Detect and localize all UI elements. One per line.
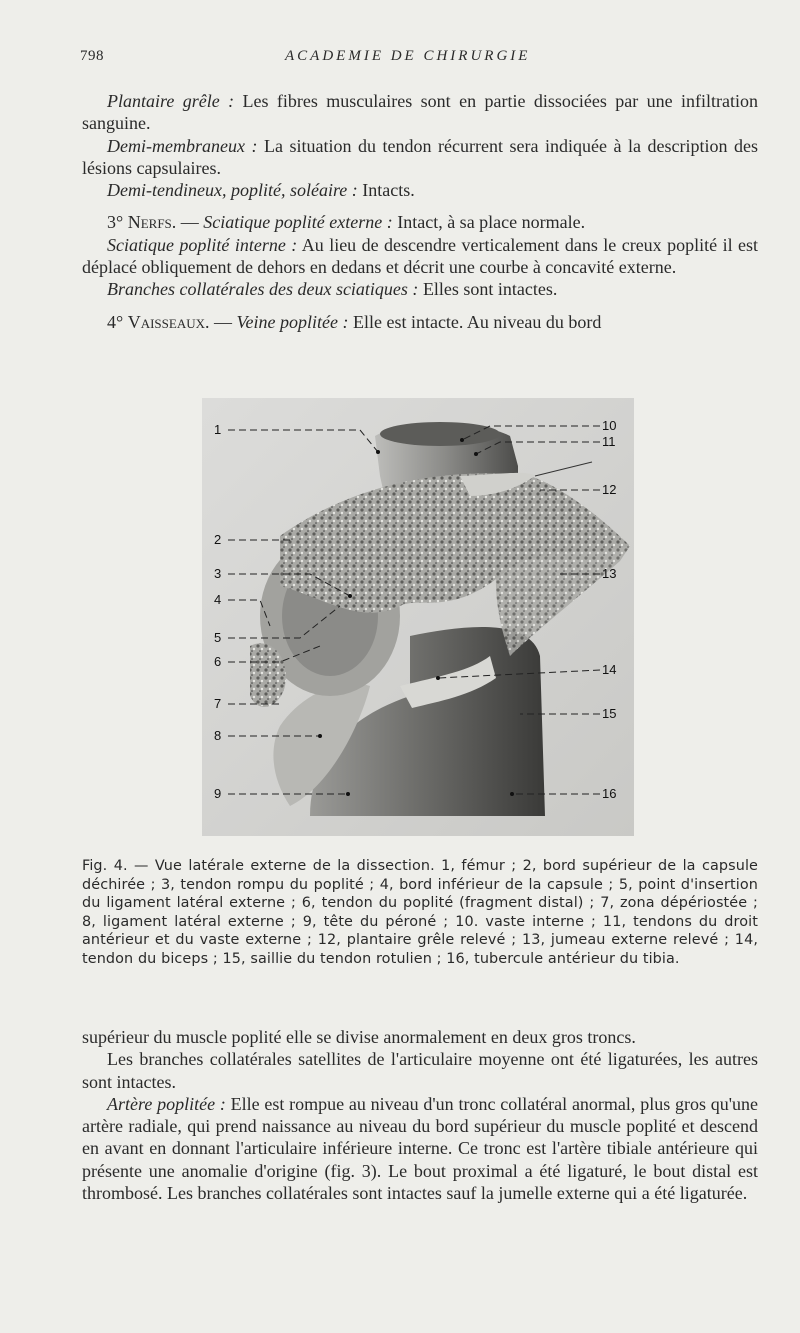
paragraph-artere — [82, 1093, 758, 1204]
paragraph-demi-tendineux — [82, 179, 758, 201]
section-title-nerfs: Nerfs. — [127, 212, 177, 233]
figure-label-10: 10 — [602, 418, 617, 433]
paragraph-branches — [82, 278, 758, 300]
figure-label-15: 15 — [602, 706, 617, 721]
figure-label-13: 13 — [602, 566, 617, 581]
term-demi-tendineux: Demi-tendineux, poplité, soléaire : — [107, 180, 358, 201]
paragraph-continuation: supérieur du muscle poplité elle se divise anormalement en deux gros troncs. — [82, 1027, 636, 1047]
term-branches: Branches collatérales des deux sciatiques : — [107, 279, 419, 300]
section-title-vaisseaux: Vaisseaux. — [127, 311, 210, 332]
paragraph-vaisseaux — [82, 311, 758, 333]
figure-label-9: 9 — [214, 786, 222, 801]
running-head: ACADEMIE DE CHIRURGIE — [285, 48, 531, 64]
paragraph-nerfs — [82, 211, 758, 233]
figure-label-2: 2 — [214, 532, 222, 547]
text-demi-tendineux: Intacts. — [357, 180, 415, 201]
figure-label-1: 1 — [214, 422, 222, 437]
paragraph-demi-membraneux — [82, 135, 758, 180]
figure-label-12: 12 — [602, 482, 617, 497]
figure-label-11: 11 — [602, 434, 616, 449]
figure-label-7: 7 — [214, 696, 222, 711]
figure-label-16: 16 — [602, 786, 617, 801]
paragraph-plantaire — [82, 90, 758, 135]
figure-label-14: 14 — [602, 662, 617, 677]
figure-label-3: 3 — [214, 566, 222, 581]
text-plantaire: Les fibres musculaires sont en partie dissociées par une infiltration sanguine. — [82, 91, 758, 134]
figure-label-8: 8 — [214, 728, 222, 743]
figure-label-5: 5 — [214, 630, 222, 645]
text-demi-membraneux: La situation du tendon récurrent sera indiquée à la description des lésions capsulaires. — [82, 135, 758, 178]
paragraph-collaterales: Les branches collatérales satellites de l'articulaire moyenne ont été ligaturées, les autres sont intactes. — [82, 1049, 758, 1092]
bottom-text-block — [82, 1026, 758, 1204]
page-number: 798 — [80, 48, 104, 64]
caption-text: Fig. 4. — Vue latérale externe de la dissection. 1, fémur ; 2, bord supérieur de la capsule déchirée ; 3, tendon rompu du poplité ; 4, bord inférieur de la capsule ; 5, point d'insertion du ligament latéral externe ; 6, tendon du poplité (fragment distal) ; 7, zona dépériostée ; 8, ligament latéral externe ; 9, tête du péroné ; 10. vaste interne ; 11, tendons du droit antérieur et du vaste externe ; 12, plantaire grêle relevé ; 13, jumeau externe relevé ; 14, tendon du biceps ; 15, saillie du tendon rotulien ; 16, tubercule antérieur du tibia. — [82, 858, 758, 967]
text-sciatique-externe: Intact, à sa place normale. — [392, 212, 586, 233]
page-header — [80, 48, 760, 72]
paragraph-sciatique-interne — [82, 234, 758, 279]
term-sciatique-interne: Sciatique poplité interne : — [107, 234, 298, 255]
figure-caption — [82, 857, 758, 969]
figure-label-4: 4 — [214, 592, 222, 607]
top-text-block — [82, 90, 758, 333]
section-number-3: 3° — [107, 212, 128, 233]
term-demi-membraneux: Demi-membraneux : — [107, 135, 258, 156]
section-number-4: 4° — [107, 311, 128, 332]
text-sciatique-interne: Au lieu de descendre verticalement dans le creux poplité il est déplacé obliquement de dehors en dedans et décrit une courbe à concavité externe. — [82, 234, 759, 278]
term-plantaire: Plantaire grêle : — [107, 91, 235, 111]
term-sciatique-externe: Sciatique poplité externe : — [203, 212, 393, 233]
dash: — — [209, 311, 237, 332]
text-branches: Elles sont intactes. — [418, 279, 558, 300]
term-artere-poplitee: Artère poplitée : — [107, 1093, 226, 1114]
text-artere-poplitee: Elle est rompue au niveau d'un tronc collatéral anormal, plus gros qu'une artère radiale, qui prend naissance au niveau du bord supérieur du muscle poplité et descend en avant en donnant l'articulaire inférieure interne. Ce tronc est l'artère tibiale antérieure qui présente une anomalie d'origine (fig. 3). Le bout proximal a été ligaturé, le bout distal est thrombosé. Les branches collatérales sont intactes sauf la jumelle externe qui a été ligaturée. — [82, 1093, 758, 1204]
text-veine-poplitee: Elle est intacte. Au niveau du bord — [348, 311, 602, 332]
femur-cut-surface — [380, 422, 500, 446]
figure-label-6: 6 — [214, 654, 222, 669]
dash: — — [176, 212, 204, 233]
term-veine-poplitee: Veine poplitée : — [236, 311, 349, 332]
anatomical-figure — [200, 396, 636, 838]
figure-illustration — [200, 396, 636, 838]
